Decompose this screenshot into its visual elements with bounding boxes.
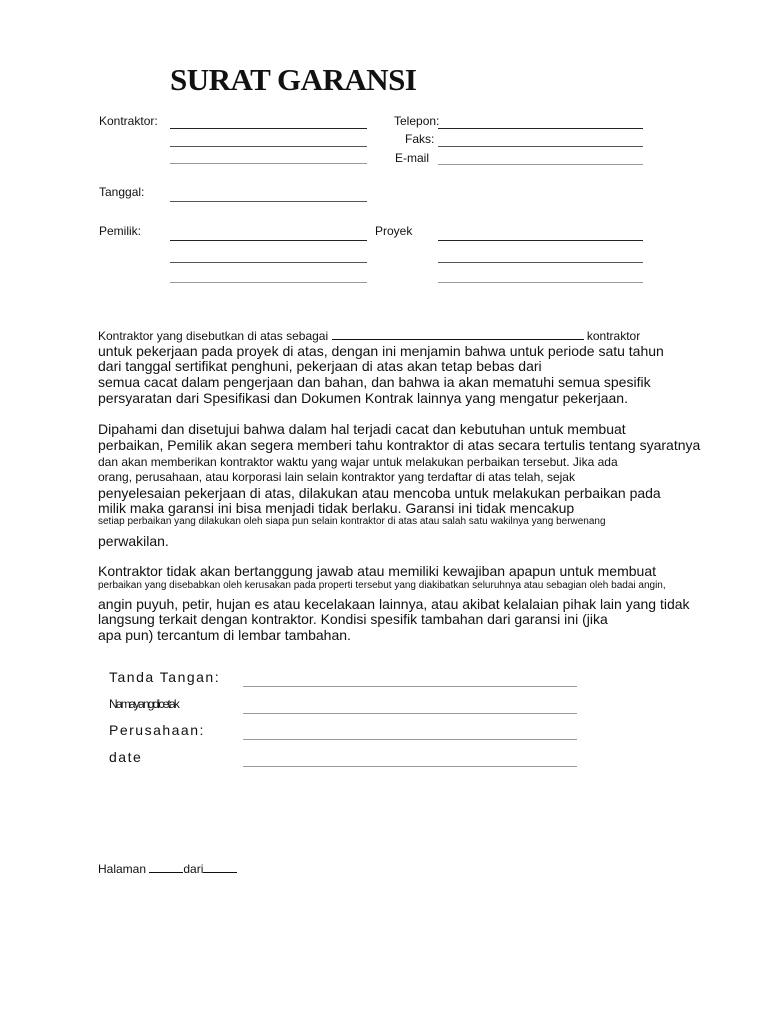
paragraph1-line4: semua cacat dalam pengerjaan dan bahan, dan bahwa ia akan mematuhi semua spesifik bbox=[98, 374, 651, 390]
page-number bbox=[98, 860, 237, 876]
phone-label: Telepon: bbox=[394, 114, 440, 128]
printed-name-label: Namayangdicetak bbox=[109, 697, 179, 711]
paragraph3-line1: Kontraktor tidak akan bertanggung jawab atau memiliki kewajiban apapun untuk membuat bbox=[98, 563, 657, 579]
paragraph3-line4: langsung terkait dengan kontraktor. Kondisi spesifik tambahan dari garansi ini (jika bbox=[98, 611, 608, 627]
email-label: E-mail bbox=[395, 151, 430, 165]
signature-date-label: date bbox=[109, 749, 143, 765]
page-title: SURAT GARANSI bbox=[170, 62, 417, 97]
fax-field[interactable] bbox=[438, 146, 643, 147]
project-field-3[interactable] bbox=[438, 282, 643, 283]
paragraph1-line3: dari tanggal sertifikat penghuni, pekerjaan di atas akan tetap bebas dari bbox=[98, 358, 542, 374]
phone-field[interactable] bbox=[438, 128, 643, 129]
project-field-1[interactable] bbox=[438, 240, 643, 241]
date-label: Tanggal: bbox=[99, 185, 145, 199]
page-total-field[interactable] bbox=[203, 860, 237, 873]
contractor-field-3[interactable] bbox=[170, 163, 367, 164]
paragraph2-line8: perwakilan. bbox=[98, 533, 169, 549]
owner-field-1[interactable] bbox=[170, 240, 367, 241]
paragraph1-line1-start: Kontraktor yang disebutkan di atas sebagai bbox=[98, 329, 329, 343]
contractor-field-1[interactable] bbox=[170, 128, 367, 129]
contractor-role-field[interactable] bbox=[332, 327, 584, 340]
date-field[interactable] bbox=[170, 201, 367, 202]
paragraph1-line2: untuk pekerjaan pada proyek di atas, dengan ini menjamin bahwa untuk periode satu tahun bbox=[98, 343, 664, 359]
paragraph2-line4: orang, perusahaan, atau korporasi lain selain kontraktor yang terdaftar di atas telah, sejak bbox=[98, 470, 575, 484]
signature-date-field[interactable] bbox=[243, 766, 577, 767]
signature-field[interactable] bbox=[243, 686, 577, 687]
paragraph2-line2: perbaikan, Pemilik akan segera memberi tahu kontraktor di atas secara tertulis tentang syaratnya bbox=[98, 437, 701, 453]
paragraph1-line1 bbox=[98, 327, 640, 343]
paragraph1-line1-end: kontraktor bbox=[586, 329, 641, 343]
contractor-label: Kontraktor: bbox=[99, 114, 158, 128]
paragraph2-line3: dan akan memberikan kontraktor waktu yang wajar untuk melakukan perbaikan tersebut. Jika ada bbox=[98, 455, 618, 469]
email-field[interactable] bbox=[438, 164, 643, 165]
project-label: Proyek bbox=[375, 224, 413, 238]
owner-field-2[interactable] bbox=[170, 262, 367, 263]
paragraph2-line6: milik maka garansi ini bisa menjadi tidak berlaku. Garansi ini tidak mencakup bbox=[98, 500, 575, 516]
paragraph2-line1: Dipahami dan disetujui bahwa dalam hal terjadi cacat dan kebutuhan untuk membuat bbox=[98, 421, 626, 437]
paragraph2-line7: setiap perbaikan yang dilakukan oleh siapa pun selain kontraktor di atas atau salah satu wakilnya yang berwenang bbox=[98, 516, 606, 527]
paragraph2-line5: penyelesaian pekerjaan di atas, dilakukan atau mencoba untuk melakukan perbaikan pada bbox=[98, 485, 661, 501]
of-label: dari bbox=[183, 862, 204, 876]
page-label: Halaman bbox=[98, 862, 147, 876]
owner-field-3[interactable] bbox=[170, 282, 367, 283]
fax-label: Faks: bbox=[405, 132, 435, 146]
project-field-2[interactable] bbox=[438, 262, 643, 263]
paragraph3-line2: perbaikan yang disebabkan oleh kerusakan pada properti tersebut yang diakibatkan seluruhnya atau sebagian oleh badai angin, bbox=[98, 580, 666, 591]
paragraph3-line3: angin puyuh, petir, hujan es atau kecelakaan lainnya, atau akibat kelalaian pihak lain yang tidak bbox=[98, 596, 690, 612]
printed-name-field[interactable] bbox=[243, 713, 577, 714]
company-label: Perusahaan: bbox=[109, 722, 205, 738]
owner-label: Pemilik: bbox=[99, 224, 142, 238]
contractor-field-2[interactable] bbox=[170, 146, 367, 147]
page-number-field[interactable] bbox=[149, 860, 183, 873]
paragraph1-line5: persyaratan dari Spesifikasi dan Dokumen Kontrak lainnya yang mengatur pekerjaan. bbox=[98, 390, 628, 406]
paragraph3-line5: apa pun) tercantum di lembar tambahan. bbox=[98, 627, 351, 643]
company-field[interactable] bbox=[243, 739, 577, 740]
signature-label: Tanda Tangan: bbox=[109, 669, 221, 685]
